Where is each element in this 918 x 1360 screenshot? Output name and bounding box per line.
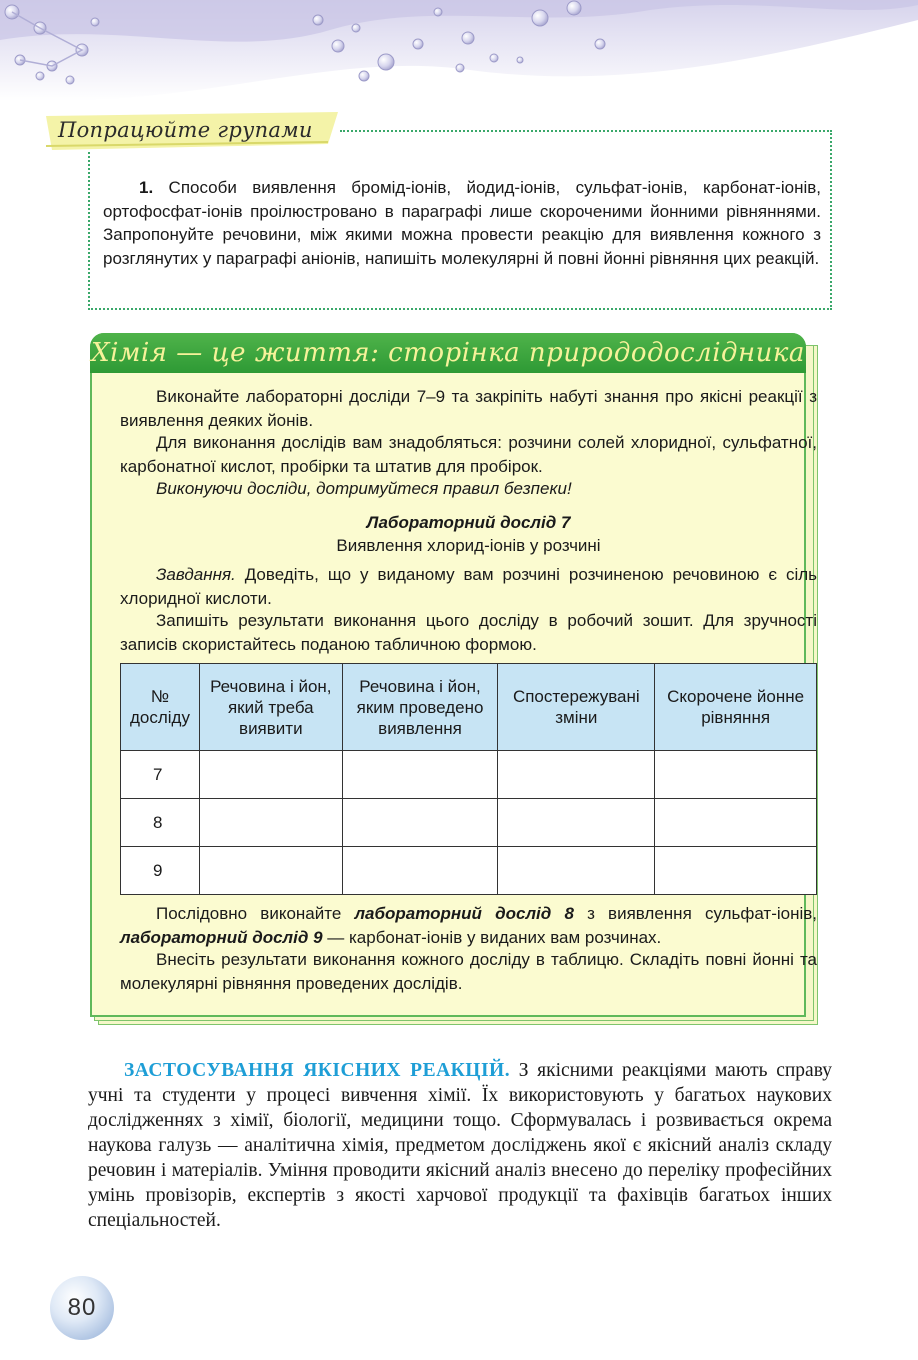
table-row — [121, 799, 817, 847]
lab-task-text: Доведіть, що у виданому вам розчині розчиненою речовиною є сіль хлоридної кислоти. — [120, 565, 817, 608]
experiment-number-cell: 7 — [121, 751, 200, 799]
group-work-label: Попрацюйте групами — [58, 118, 313, 142]
next-labs-text-c: з виявлення сульфат-іонів, — [573, 904, 818, 923]
qualitative-reactions-section — [88, 1058, 832, 1233]
table-cell — [199, 799, 342, 847]
table-cell — [655, 799, 817, 847]
page-number: 80 — [50, 1276, 114, 1340]
table-cell — [498, 799, 655, 847]
table-cell — [199, 751, 342, 799]
task-number: 1. — [139, 178, 154, 197]
materials-paragraph: Для виконання дослідів вам знадобляться: розчини солей хлоридної, сульфатної, карбонатної кислот, пробірки та штатив для пробірок. — [120, 433, 817, 476]
table-row — [121, 847, 817, 895]
table-cell — [498, 847, 655, 895]
table-cell — [342, 751, 498, 799]
table-cell — [655, 751, 817, 799]
record-results-paragraph: Запишіть результати виконання цього досліду в робочий зошит. Для зручності записів скористайтесь поданою табличною формою. — [120, 611, 817, 654]
table-header-cell: Речовина і йон, яким проведено виявлення — [342, 664, 498, 751]
experiment-number-cell: 9 — [121, 847, 200, 895]
lab-8-ref: лабораторний дослід 8 — [354, 904, 574, 923]
table-cell — [342, 847, 498, 895]
table-cell — [498, 751, 655, 799]
final-instructions-paragraph: Внесіть результати виконання кожного досліду в таблицю. Складіть повні йонні та молекулярні рівняння проведених дослідів. — [120, 950, 817, 993]
safety-note: Виконуючи досліди, дотримуйтеся правил безпеки! — [156, 479, 572, 498]
lab-task-paragraph — [120, 563, 817, 610]
section-heading: ЗАСТОСУВАННЯ ЯКІСНИХ РЕАКЦІЙ. — [124, 1060, 511, 1081]
table-header-cell: Скорочене йонне рівняння — [655, 664, 817, 751]
table-header-cell: Спостережувані зміни — [498, 664, 655, 751]
table-cell — [199, 847, 342, 895]
lab-title: Лабораторний дослід 7 — [366, 513, 571, 532]
nature-researcher-title: Хімія — це життя: сторінка природодослідника — [91, 338, 805, 368]
group-task-paragraph — [103, 176, 821, 270]
table-header-cell: Речовина і йон, який треба виявити — [199, 664, 342, 751]
section-text: З якісними реакціями мають справу учні та студенти у процесі вивчення хімії. Їх використовують у багатьох наукових дослідженнях з хімії, біології, медицини тощо. Сформувалась і розвивається окрема наукова галузь — аналітична хімія, предметом досліджень якої є якісний аналіз складу речовин і матеріалів. Уміння проводити якісний аналіз внесено до переліку професійних умінь провізорів, експертів з якості харчової продукції та фахівців багатьох інших спеціальностей. — [88, 1060, 832, 1231]
experiment-number-cell: 8 — [121, 799, 200, 847]
lab-subtitle: Виявлення хлорид-іонів у розчині — [336, 536, 601, 555]
table-header-row — [121, 664, 817, 751]
lab-task-label: Завдання. — [156, 565, 236, 584]
task-text: Способи виявлення бромід-іонів, йодид-іонів, сульфат-іонів, карбонат-іонів, ортофосфат-іонів проілюстровано в параграфі лише скороченими йонними рівняннями. Запропонуйте речовини, між якими можна провести реакцію для виявлення кожного з розглянутих у параграфі аніонів, напишіть молекулярні й повні йонні рівняння цих реакцій. — [103, 178, 821, 268]
table-cell — [342, 799, 498, 847]
table-cell — [655, 847, 817, 895]
lab-9-ref: лабораторний дослід 9 — [120, 927, 323, 947]
next-labs-paragraph — [120, 902, 817, 949]
next-labs-text-a: Послідовно виконайте — [156, 904, 355, 923]
header-bubbles-decoration — [0, 0, 918, 120]
table-header-cell: № досліду — [121, 664, 200, 751]
next-labs-text-e: — карбонат-іонів у виданих вам розчинах. — [322, 927, 662, 947]
table-row — [121, 751, 817, 799]
intro-paragraph: Виконайте лабораторні досліди 7–9 та закріпіть набуті знання про якісні реакції з виявлення деяких йонів. — [120, 387, 817, 430]
lab-results-table — [120, 663, 817, 895]
